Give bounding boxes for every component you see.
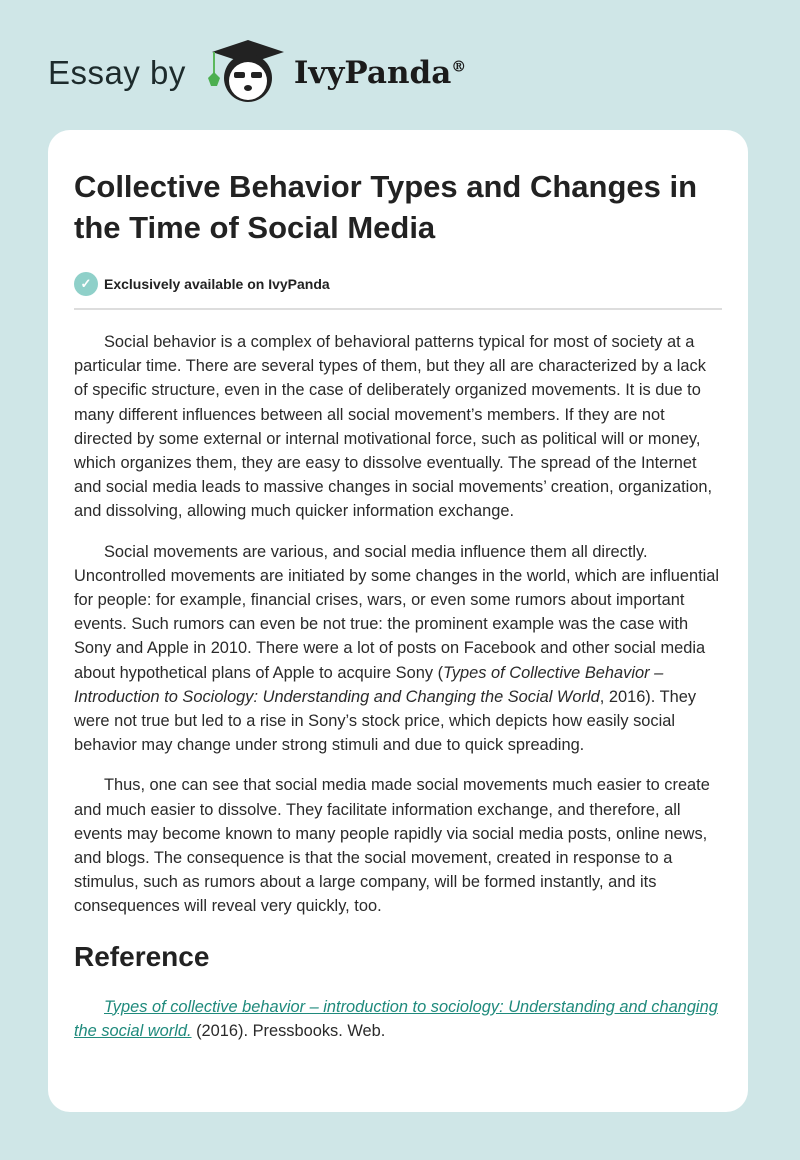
paragraph-2-end: , 2016). They were not true but led to a rise in Sony’s stock price, which depicts how easily social behavior may change under strong stimuli and due to quick spreading. [74,687,697,755]
registered-mark: ® [451,57,467,76]
reference-entry [74,995,722,1043]
divider [74,308,722,310]
essay-card [48,130,748,1112]
badge-text: Exclusively available on IvyPanda [104,276,330,292]
paragraph-2 [74,540,722,758]
paragraph-3: Thus, one can see that social media made social movements much easier to create and much easier to dissolve. They facilitate information exchange, and therefore, all events may become known to many people rapidly via social media posts, online news, and blogs. The consequence is that the social movement, created in response to a stimulus, such as rumors about a large company, will be formed instantly, and its consequences will reveal very quickly, too. [74,776,710,916]
essay-title: Collective Behavior Types and Changes in the Time of Social Media [74,169,698,245]
reference-details: (2016). Pressbooks. Web. [191,1021,386,1040]
paragraph-1: Social behavior is a complex of behavioral patterns typical for most of society at a particular time. There are several types of them, but they all are characterized by a lack of specific structure, even in the case of deliberately organized movements. It is due to many different influences between all social movement’s members. If they are not directed by some external or internal motivational force, such as political will or money, which organizes them, they are easy to dissolve eventually. The spread of the Internet and social media leads to massive changes in social movements’ creation, organization, and dissolving, allowing much quicker information exchange. [74,333,713,521]
paragraph-2-text: Social movements are various, and social media influence them all directly. Uncontrolled movements are initiated by some changes in the world, which are influential for people: for example, financial crises, wars, or even some rumors about important events. Such rumors can even be not true: the prominent example was the case with Sony and Apple in 2010. There were a lot of posts on Facebook and other social media about hypothetical plans of Apple to acquire Sony ( [74,542,720,682]
essay-by-label: Essay by [48,54,186,91]
panda-logo-icon[interactable] [204,36,284,111]
brand-name [294,55,466,91]
exclusive-badge [74,272,722,296]
reference-heading: Reference [74,940,210,972]
reference-link[interactable]: Types of collective behavior – introduction to sociology: Understanding and changing the social world. [74,997,718,1040]
citation-title: Types of Collective Behavior – Introduction to Sociology: Understanding and Changing the Social World [74,663,664,706]
check-icon: ✓ [74,272,98,296]
site-header [48,38,466,108]
brand-text: IvyPanda [293,55,452,91]
